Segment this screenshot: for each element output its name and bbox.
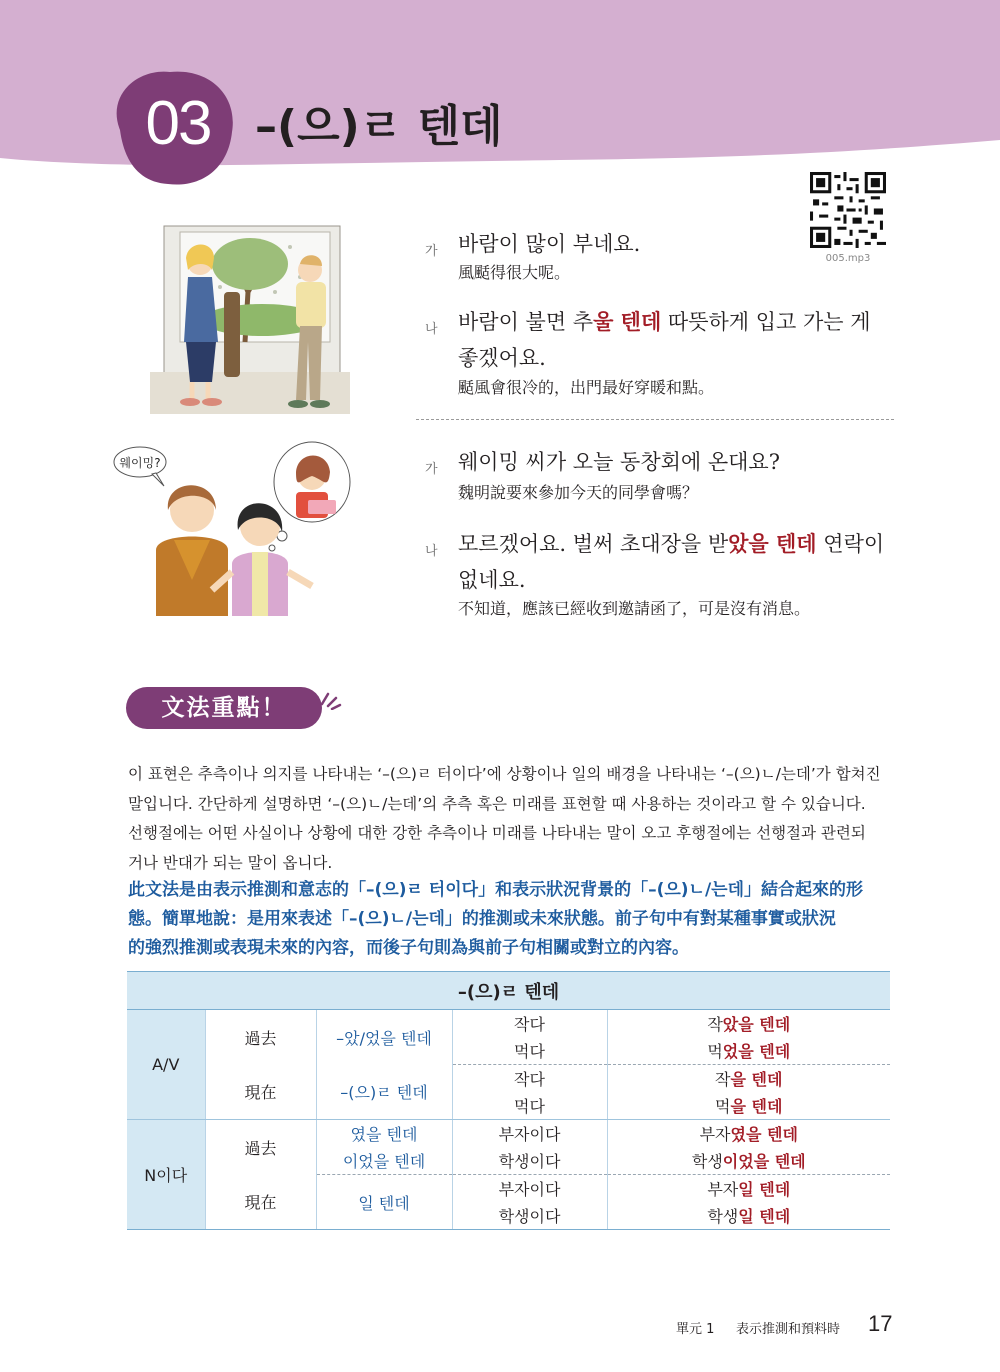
tense-present: 現在 (205, 1065, 316, 1120)
conjugated-word (607, 1010, 890, 1038)
dialogue2-b-highlight: 았을 텐데 (728, 531, 817, 556)
explanation-chinese-line: 態。簡單地說：是用來表述「–(으)ㄴ/는데」的推測或未來狀態。前子句中有對某種事實或狀況 (128, 909, 836, 929)
explanation-korean (128, 760, 890, 878)
stem: 작 (715, 1070, 731, 1089)
stem: 먹 (715, 1097, 731, 1116)
base-word: 작다 (514, 1015, 545, 1034)
category-av: A/V (127, 1010, 205, 1120)
stem: 작 (707, 1015, 723, 1034)
ending: 이었을 텐데 (722, 1152, 806, 1171)
tense-past: 過去 (205, 1120, 316, 1175)
page-number: 17 (868, 1311, 893, 1336)
explanation-korean-line: 선행절에는 어떤 사실이나 상황에 대한 강한 추측이나 미래를 나타내는 말이 오고 후행절에는 선행절과 관련되 (128, 824, 866, 842)
base-word: 부자이다 (498, 1125, 561, 1144)
lesson-title: –(으)ㄹ 텐데 (255, 101, 503, 152)
speaker-b-label: 나 (425, 544, 438, 559)
grammar-points-badge: 文法重點！ (126, 687, 322, 729)
explanation-chinese-line: 此文法是由表示推測和意志的「–(으)ㄹ 터이다」和表示狀況背景的「–(으)ㄴ/는데」結合起來的形 (128, 880, 864, 900)
stem: 먹 (707, 1042, 723, 1061)
form-past: –았/었을 텐데 (316, 1010, 452, 1065)
conjugated-word (607, 1092, 890, 1120)
explanation-korean-line: 말입니다. 간단하게 설명하면 ‘–(으)ㄴ/는데’의 추측 혹은 미래를 표현할 때 사용하는 것이라고 할 수 있습니다. (128, 794, 866, 813)
ending: 을 텐데 (730, 1070, 783, 1089)
ending: 일 텐데 (738, 1207, 791, 1226)
form-past: 였을 텐데 (316, 1120, 452, 1148)
dialogue2-b-text-rest: 연락이 (816, 532, 885, 556)
dialogue1-b-korean-line2: 좋겠어요. (458, 346, 546, 370)
base-word: 부자이다 (498, 1180, 561, 1199)
dialogue2-b-chinese: 不知道，應該已經收到邀請函了，可是沒有消息。 (458, 599, 811, 618)
dialogue1-a-chinese: 風颳得很大呢。 (458, 263, 571, 282)
tense-past: 過去 (205, 1010, 316, 1065)
dialogue1-b-chinese: 颳風會很冷的，出門最好穿暖和點。 (458, 378, 715, 397)
base-word: 먹다 (452, 1092, 607, 1120)
ending: 았을 텐데 (722, 1015, 791, 1034)
explanation-chinese-line: 的強烈推測或表現未來的內容，而後子句則為與前子句相關或對立的內容。 (128, 938, 689, 958)
conjugation-table (127, 971, 890, 1230)
dialogue1-b-highlight: 울 텐데 (593, 309, 662, 334)
base-word: 작다 (514, 1070, 545, 1089)
audio-file-label: 005.mp3 (825, 253, 871, 264)
category-noun: N이다 (127, 1120, 205, 1230)
speaker-a-label: 가 (425, 462, 438, 477)
base-word: 학생이다 (452, 1202, 607, 1230)
explanation-korean-line: 이 표현은 추측이나 의지를 나타내는 ‘–(으)ㄹ 터이다’에 상황이나 일의 배경을 나타내는 ‘–(으)ㄴ/는데’가 합쳐진 (128, 765, 881, 783)
speech-bubble-text: 웨이밍? (119, 456, 161, 470)
dialogue2-b-korean-line2: 없네요. (458, 568, 526, 592)
ending: 일 텐데 (738, 1180, 791, 1199)
footer-unit: 單元 1 (676, 1322, 715, 1337)
conjugated-word (607, 1065, 890, 1093)
speaker-a-label: 가 (425, 244, 438, 259)
ending: 었을 텐데 (722, 1042, 791, 1061)
dialogue2-b-korean-line1 (458, 528, 884, 558)
sparkle-lines-icon (318, 690, 342, 710)
dialogue-divider (416, 419, 894, 420)
stem: 학생 (707, 1207, 739, 1226)
stem: 부자 (707, 1180, 739, 1199)
conjugated-word (607, 1120, 890, 1148)
explanation-korean-line: 거나 반대가 되는 말이 옵니다. (128, 853, 333, 872)
conjugated-word (607, 1037, 890, 1065)
dialogue2-b-text: 모르겠어요. 벌써 초대장을 받 (458, 532, 729, 556)
form-past: 이었을 텐데 (316, 1147, 452, 1175)
ending: 였을 텐데 (730, 1125, 798, 1144)
explanation-chinese (128, 876, 890, 963)
table-header: –(으)ㄹ 텐데 (127, 972, 890, 1010)
tense-present: 現在 (205, 1175, 316, 1230)
footer-section: 表示推測和預料時 (736, 1322, 841, 1337)
form-present: –(으)ㄹ 텐데 (316, 1065, 452, 1120)
ending: 을 텐데 (730, 1097, 783, 1116)
lesson-number: 03 (145, 89, 211, 158)
stem: 부자 (699, 1125, 731, 1144)
base-word: 먹다 (452, 1037, 607, 1065)
illustration-friends-talking (112, 440, 352, 616)
base-word: 학생이다 (452, 1147, 607, 1175)
conjugated-word (607, 1147, 890, 1175)
conjugated-word (607, 1202, 890, 1230)
stem: 학생 (691, 1152, 723, 1171)
illustration-windy-day (150, 222, 350, 414)
dialogue1-b-text: 바람이 불면 추 (458, 310, 594, 334)
dialogue2-a-chinese: 魏明說要來參加今天的同學會嗎？ (458, 483, 699, 502)
dialogue2-a-korean: 웨이밍 씨가 오늘 동창회에 온대요? (458, 450, 780, 474)
dialogue1-b-korean-line1 (458, 306, 871, 336)
form-present: 일 텐데 (316, 1175, 452, 1230)
dialogue1-b-text-rest: 따뜻하게 입고 가는 게 (661, 310, 871, 334)
qr-code-icon[interactable] (810, 172, 886, 248)
speaker-b-label: 나 (425, 322, 438, 337)
conjugated-word (607, 1175, 890, 1203)
dialogue1-a-korean: 바람이 많이 부네요. (458, 232, 641, 256)
